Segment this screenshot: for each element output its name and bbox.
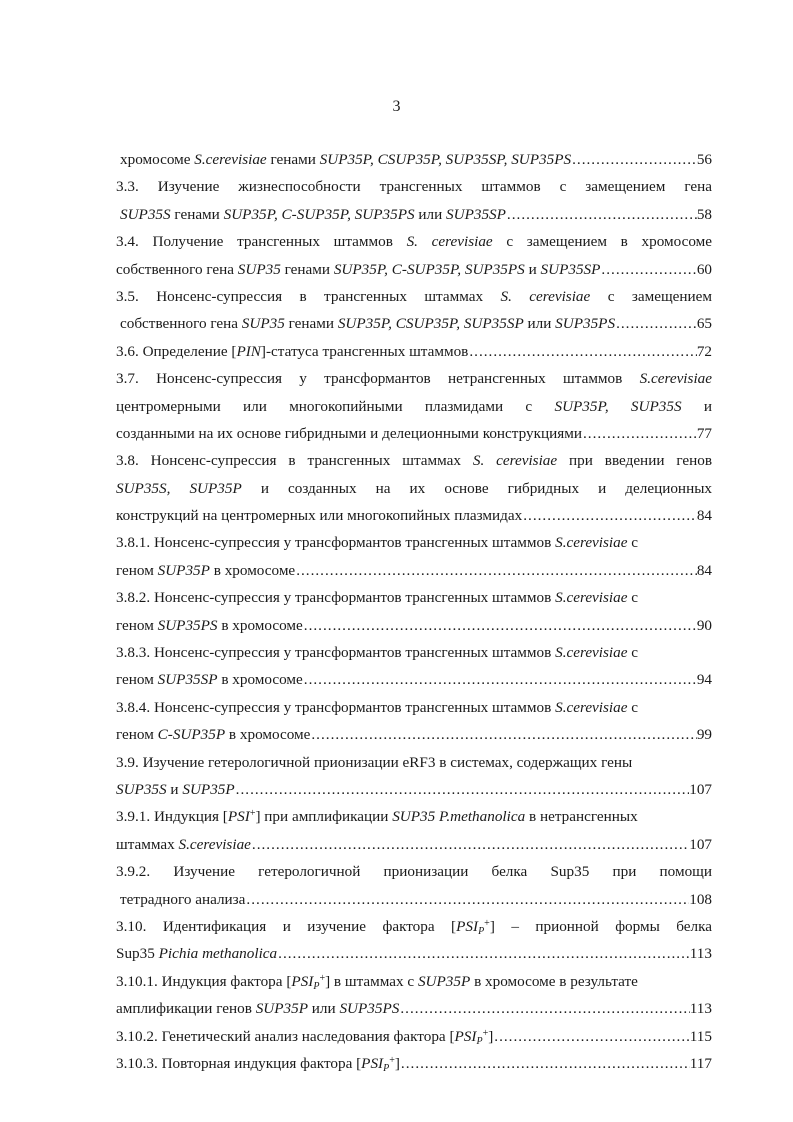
dot-leader [468, 338, 696, 365]
dot-leader [600, 256, 696, 283]
toc-text-segment: PSI [361, 1054, 384, 1072]
toc-text-segment: SUP35P, CSUP35P, SUP35SP, SUP35PS [319, 151, 572, 168]
toc-text-segment: ]-статуса трансгенных штаммов [260, 342, 469, 360]
toc-text [116, 338, 468, 365]
toc-page-number: 108 [689, 890, 712, 908]
toc-text [120, 886, 245, 913]
toc-text-segment: ] в штаммах с [325, 972, 418, 990]
toc-text-segment: + [249, 808, 256, 820]
toc-text-segment: PSI [291, 972, 314, 990]
toc-text [116, 178, 712, 195]
toc-text-segment: ] [394, 1054, 400, 1072]
toc-page-number: 99 [696, 726, 712, 744]
toc-page-number: 107 [689, 780, 712, 798]
dot-leader [303, 612, 697, 639]
toc-text [116, 918, 712, 935]
toc-text [120, 146, 571, 173]
toc-text [116, 694, 638, 721]
toc-line [116, 803, 712, 830]
toc-text-segment: в хромосоме в результате [470, 972, 638, 990]
toc-text [116, 666, 303, 693]
toc-line [116, 831, 712, 858]
toc-text-segment: P [313, 980, 320, 992]
toc-text-segment: S.cerevisiae [555, 589, 628, 607]
toc-text-segment: или [308, 1000, 340, 1018]
toc-line [116, 475, 712, 502]
toc-line [116, 776, 712, 803]
toc-text-segment: S.cerevisiae [555, 698, 628, 716]
toc-text-segment: ] при амплификации [255, 808, 393, 826]
toc-text-segment: 3.3. Изучение жизнеспособности трансгенных штаммов с замещением гена [116, 178, 712, 196]
toc-text [116, 288, 712, 305]
toc-text-segment: + [319, 972, 326, 984]
toc-text-segment: Sup35 [116, 945, 159, 963]
toc-page-number: 113 [689, 1000, 712, 1018]
toc-line [116, 858, 712, 885]
toc-text-segment: P [383, 1062, 390, 1074]
toc-text-segment: SUP35P, CSUP35P, SUP35SP [337, 315, 524, 333]
toc-line [116, 256, 712, 283]
toc-text-segment: ] [488, 1027, 494, 1045]
toc-text [116, 1050, 400, 1077]
toc-text-segment: 3.8.4. Нонсенс-супрессия у трансформантов трансгенных штаммов [116, 698, 556, 716]
toc-text [116, 233, 712, 250]
toc-text-segment: в нетрансгенных [525, 808, 638, 826]
toc-line [116, 612, 712, 639]
toc-text-segment: 3.8.2. Нонсенс-супрессия у трансформантов трансгенных штаммов [116, 589, 556, 607]
toc-text-segment: SUP35P [255, 1000, 308, 1018]
toc-text-segment: SUP35PS [157, 616, 218, 634]
table-of-contents [116, 146, 712, 1077]
toc-text-segment: с замещением в хромосоме [492, 233, 712, 251]
toc-line [116, 338, 712, 365]
toc-text-segment: центромерными или многокопийными плазмидами с [116, 397, 555, 415]
toc-text-segment: с [627, 644, 639, 662]
toc-line [116, 502, 712, 529]
toc-text-segment: 3.10.1. Индукция фактора [ [116, 972, 292, 990]
toc-text-segment: PSI [454, 1027, 477, 1045]
toc-text-segment: S. cerevisiae [472, 452, 558, 470]
toc-line [116, 447, 712, 474]
toc-page-number: 90 [696, 616, 712, 634]
toc-text-segment: в хромосоме [217, 616, 303, 634]
toc-line [116, 1050, 712, 1077]
toc-text-segment: или [414, 205, 447, 223]
toc-text [116, 639, 638, 666]
toc-page-number: 56 [696, 151, 712, 168]
toc-text [116, 968, 638, 995]
toc-text-segment: или [523, 315, 556, 333]
toc-text-segment: SUP35P [157, 561, 210, 579]
toc-page-number: 77 [696, 424, 712, 442]
toc-text-segment: ] – прионной формы белка [489, 917, 712, 935]
toc-text-segment: S. cerevisiae [406, 233, 493, 251]
toc-text-segment: 3.8. Нонсенс-супрессия в трансгенных штаммах [116, 452, 473, 470]
toc-line [116, 173, 712, 200]
toc-line [116, 584, 712, 611]
toc-text-segment: SUP35P, SUP35S [554, 397, 682, 415]
toc-line [116, 639, 712, 666]
dot-leader [235, 776, 690, 803]
dot-leader [295, 557, 697, 584]
toc-text-segment: геном [116, 671, 158, 689]
toc-line [116, 694, 712, 721]
toc-text-segment: штаммах [116, 835, 179, 853]
toc-text [116, 612, 303, 639]
toc-text-segment: SUP35PS [339, 1000, 400, 1018]
dot-leader [310, 721, 696, 748]
toc-line [116, 940, 712, 967]
toc-text-segment: 3.8.3. Нонсенс-супрессия у трансформантов трансгенных штаммов [116, 644, 556, 662]
toc-text-segment: 3.10. Идентификация и изучение фактора [ [116, 917, 457, 935]
toc-text-segment: SUP35SP [540, 260, 601, 278]
toc-text-segment: и [681, 397, 712, 415]
dot-leader [245, 886, 689, 913]
toc-text-segment: + [389, 1054, 395, 1066]
dot-leader [277, 940, 690, 967]
toc-text-segment: 3.8.1. Нонсенс-супрессия у трансформантов трансгенных штаммов [116, 534, 556, 552]
toc-text-segment: и [524, 260, 541, 278]
toc-line [116, 913, 712, 940]
toc-page-number: 65 [696, 315, 712, 333]
toc-line [116, 283, 712, 310]
toc-text-segment: с [627, 698, 639, 716]
toc-line [116, 228, 712, 255]
toc-text-segment: 3.9.2. Изучение гетерологичной прионизации белка Sup35 при помощи [116, 863, 712, 881]
toc-page-number: 94 [696, 671, 712, 689]
toc-text [116, 863, 712, 880]
toc-text [116, 721, 310, 748]
dot-leader [399, 995, 689, 1022]
toc-text-segment: геном [116, 561, 158, 579]
toc-text-segment: хромосоме [120, 151, 195, 168]
dot-leader [582, 420, 697, 447]
toc-text-segment: тетрадного анализа [120, 890, 246, 908]
toc-text [116, 256, 600, 283]
toc-line [116, 749, 712, 776]
toc-line [116, 146, 712, 173]
toc-page-number: 117 [689, 1054, 712, 1072]
toc-text-segment: S.cerevisiae [639, 370, 712, 388]
dot-leader [506, 201, 697, 228]
toc-line [116, 666, 712, 693]
toc-text-segment: SUP35P [182, 780, 235, 798]
toc-text-segment: SUP35S, SUP35P [116, 479, 242, 497]
toc-text-segment: + [482, 1027, 489, 1039]
toc-text-segment: с [627, 534, 639, 552]
toc-text [116, 398, 712, 415]
dot-leader [615, 310, 697, 337]
dot-leader [493, 1023, 690, 1050]
toc-line [116, 1023, 712, 1050]
toc-text [116, 502, 522, 529]
toc-page-number: 115 [689, 1027, 712, 1045]
toc-text-segment: и созданных на их основе гибридных и делеционных [241, 479, 712, 497]
toc-text-segment: S.cerevisiae [555, 644, 628, 662]
toc-text [116, 480, 712, 497]
toc-text-segment: 3.4. Получение трансгенных штаммов [116, 233, 407, 251]
toc-text-segment: 3.6. Определение [ [116, 342, 237, 360]
toc-text-segment: PSI [227, 808, 250, 826]
toc-line [116, 557, 712, 584]
toc-text-segment: генами [280, 260, 334, 278]
toc-line [116, 721, 712, 748]
toc-text-segment: SUP35SP [157, 671, 218, 689]
dot-leader [522, 502, 697, 529]
toc-text [116, 831, 251, 858]
toc-line [116, 310, 712, 337]
toc-text [116, 995, 399, 1022]
toc-text-segment: 3.5. Нонсенс-супрессия в трансгенных штаммах [116, 287, 501, 305]
toc-text-segment: с [627, 589, 639, 607]
toc-page-number: 60 [696, 260, 712, 278]
toc-page-number: 84 [696, 561, 712, 579]
toc-text-segment: SUP35SP [446, 205, 506, 223]
toc-text-segment: 3.9. Изучение гетерологичной прионизации eRF3 в системах, содержащих гены [116, 753, 633, 771]
toc-text-segment: + [484, 917, 490, 929]
toc-page-number: 58 [696, 205, 712, 223]
toc-text-segment: SUP35S [116, 780, 167, 798]
page-number: 3 [392, 98, 401, 115]
toc-text [116, 803, 638, 830]
toc-text-segment: S.cerevisiae [178, 835, 251, 853]
toc-text-segment: P [478, 925, 485, 937]
toc-text-segment: SUP35P, C-SUP35P, SUP35PS [223, 205, 415, 223]
toc-text-segment: созданными на их основе гибридными и делеционными конструкциями [116, 424, 582, 442]
toc-text-segment: SUP35P, C-SUP35P, SUP35PS [333, 260, 525, 278]
toc-text-segment: PSI [456, 917, 479, 935]
toc-page-number: 84 [696, 507, 712, 525]
toc-text-segment: и [166, 780, 183, 798]
toc-text-segment: S. cerevisiae [500, 287, 591, 305]
toc-line [116, 886, 712, 913]
toc-text [116, 557, 295, 584]
toc-line [116, 995, 712, 1022]
toc-line [116, 968, 712, 995]
toc-page-number: 72 [696, 342, 712, 360]
toc-page-number: 107 [689, 835, 712, 853]
toc-text [116, 940, 277, 967]
toc-text-segment: 3.9.1. Индукция [ [116, 808, 228, 826]
toc-line [116, 529, 712, 556]
toc-text-segment: с замещением [590, 287, 712, 305]
toc-page-number: 113 [689, 945, 712, 963]
dot-leader [400, 1050, 690, 1077]
toc-text-segment: SUP35 [237, 260, 281, 278]
toc-text-segment: 3.10.2. Генетический анализ наследования фактора [ [116, 1027, 455, 1045]
toc-text [116, 420, 582, 447]
toc-text-segment: Pichia methanolica [158, 945, 278, 963]
toc-text-segment: генами [284, 315, 338, 333]
dot-leader [303, 666, 697, 693]
toc-text-segment: 3.10.3. Повторная индукция фактора [ [116, 1054, 362, 1072]
toc-text-segment: SUP35P [417, 972, 471, 990]
toc-text-segment: S.cerevisiae [555, 534, 628, 552]
toc-text-segment: конструкций на центромерных или многокопийных плазмидах [116, 507, 523, 525]
dot-leader [571, 146, 697, 173]
toc-text-segment: 3.7. Нонсенс-супрессия у трансформантов нетрансгенных штаммов [116, 370, 640, 388]
toc-text [116, 452, 712, 469]
toc-text [116, 1023, 493, 1050]
toc-line [116, 393, 712, 420]
toc-line [116, 201, 712, 228]
toc-text [116, 529, 638, 556]
toc-text-segment: при введении генов [557, 452, 712, 470]
toc-text-segment: SUP35PS [555, 315, 616, 333]
toc-text-segment: SUP35 [241, 315, 285, 333]
toc-text-segment: SUP35S [120, 205, 171, 223]
toc-text-segment: генами [170, 205, 224, 223]
toc-line [116, 420, 712, 447]
toc-text-segment: в хромосоме [217, 671, 303, 689]
toc-text-segment: S.cerevisiae [194, 151, 267, 168]
toc-text-segment: C-SUP35P [157, 726, 226, 744]
toc-text [116, 776, 235, 803]
toc-text-segment: генами [266, 151, 320, 168]
toc-text [120, 201, 506, 228]
toc-text-segment: геном [116, 616, 158, 634]
toc-text-segment: P [476, 1035, 483, 1047]
toc-text-segment: собственного гена [120, 315, 242, 333]
toc-text-segment: в хромосоме [209, 561, 296, 579]
toc-text-segment: SUP35 P.methanolica [392, 808, 526, 826]
toc-text [116, 370, 712, 387]
toc-text-segment: геном [116, 726, 158, 744]
dot-leader [251, 831, 689, 858]
toc-text [116, 749, 632, 776]
toc-text [120, 310, 615, 337]
toc-text-segment: в хромосоме [225, 726, 311, 744]
toc-text-segment: амплификации генов [116, 1000, 256, 1018]
toc-text-segment: PIN [236, 342, 261, 360]
toc-text [116, 584, 638, 611]
toc-text-segment: собственного гена [116, 260, 238, 278]
toc-line [116, 365, 712, 392]
